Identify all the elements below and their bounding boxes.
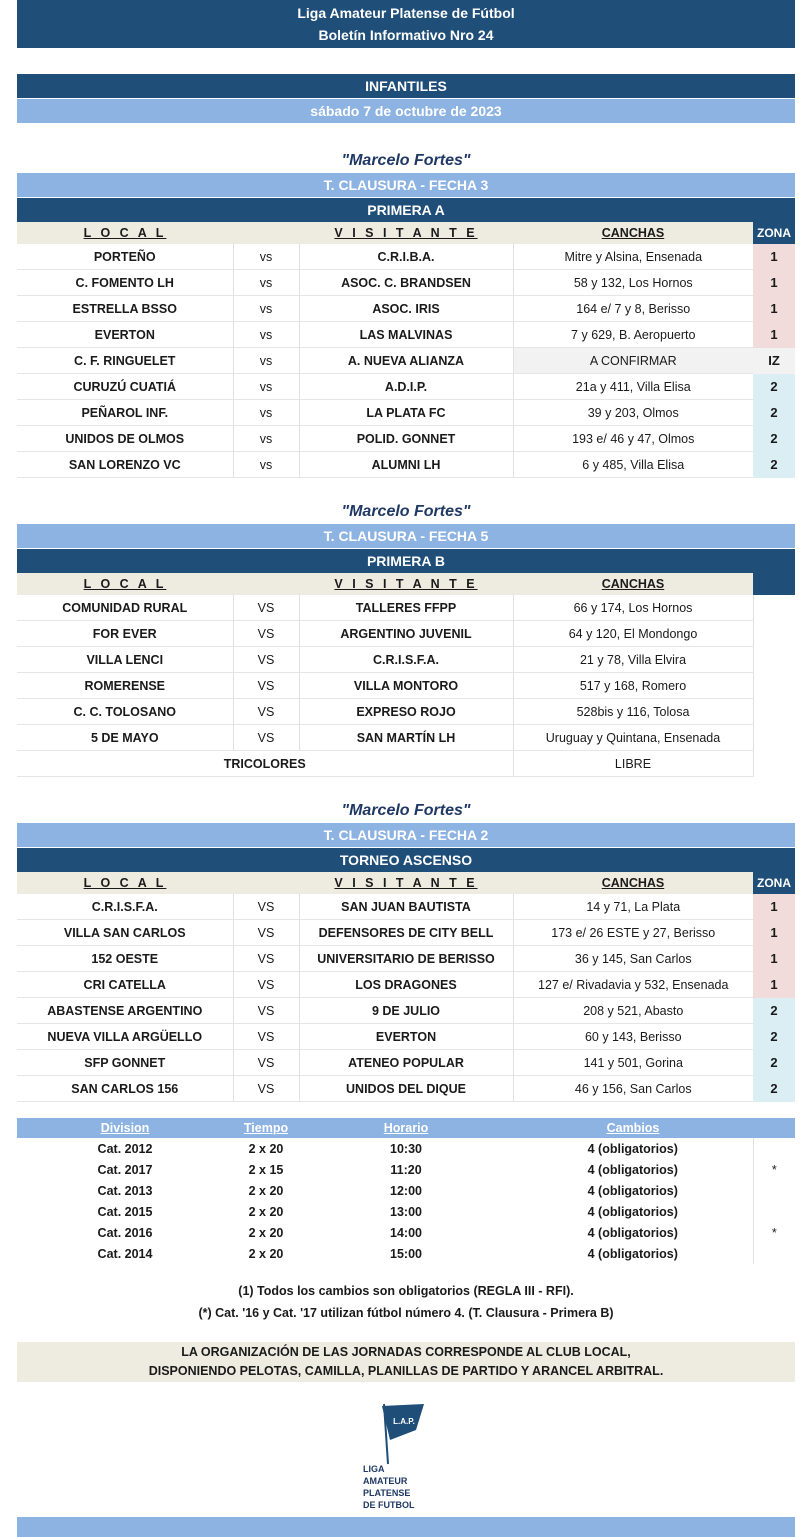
division-bar: TORNEO ASCENSO (17, 848, 795, 872)
vs-label: VS (233, 725, 299, 751)
table-row (17, 426, 795, 452)
vs-label: VS (233, 621, 299, 647)
field-address: 36 y 145, San Carlos (513, 946, 753, 972)
table-row (17, 270, 795, 296)
table-header (17, 872, 795, 894)
fixture-table-torneo-ascenso (17, 872, 795, 1102)
horario-cell: 11:20 (390, 1162, 422, 1177)
local-team: CURUZÚ CUATIÁ (17, 374, 233, 400)
table-row (17, 725, 795, 751)
col-visitante: V I S I T A N T E (299, 222, 513, 244)
schedule-row (17, 1222, 795, 1243)
table-row (17, 1050, 795, 1076)
vs-label: VS (233, 972, 299, 998)
zone-cell: 1 (753, 946, 795, 972)
schedule-row (17, 1159, 795, 1180)
zone-cell: 2 (753, 374, 795, 400)
logo-line: LIGA (363, 1464, 385, 1474)
vs-label: vs (233, 296, 299, 322)
honor-title: "Marcelo Fortes" (341, 503, 471, 520)
footnote-2: (*) Cat. '16 y Cat. '17 utilizan fútbol número 4. (T. Clausura - Primera B) (198, 1306, 614, 1320)
tiempo-cell: 2 x 20 (248, 1183, 284, 1198)
local-team: SAN CARLOS 156 (17, 1076, 233, 1102)
col-canchas: CANCHAS (513, 573, 753, 595)
division-bar: PRIMERA A (17, 198, 795, 222)
footnote-mark: * (753, 1159, 795, 1180)
local-team: SFP GONNET (17, 1050, 233, 1076)
local-team: C.R.I.S.F.A. (17, 894, 233, 920)
category-title: INFANTILES (17, 74, 795, 98)
col-zona: ZONA (753, 222, 795, 244)
vs-label: VS (233, 647, 299, 673)
footnote-mark: * (753, 1222, 795, 1243)
table-row (17, 296, 795, 322)
col-visitante: V I S I T A N T E (299, 573, 513, 595)
bye-row (17, 751, 795, 777)
field-address: 64 y 120, El Mondongo (513, 621, 753, 647)
organization-notice (17, 1342, 795, 1382)
visitor-team: ATENEO POPULAR (299, 1050, 513, 1076)
col-tiempo: Tiempo (233, 1118, 299, 1138)
col-canchas: CANCHAS (513, 872, 753, 894)
table-row (17, 374, 795, 400)
table-row (17, 894, 795, 920)
zone-cell: 2 (753, 1050, 795, 1076)
table-row (17, 972, 795, 998)
field-address: 7 y 629, B. Aeropuerto (513, 322, 753, 348)
vs-label: vs (233, 348, 299, 374)
schedule-row (17, 1180, 795, 1201)
organization-line-2: DISPONIENDO PELOTAS, CAMILLA, PLANILLAS DE PARTIDO Y ARANCEL ARBITRAL. (148, 1364, 664, 1378)
vs-label: VS (233, 595, 299, 621)
visitor-team: SAN JUAN BAUTISTA (299, 894, 513, 920)
vs-label: VS (233, 673, 299, 699)
table-row (17, 1076, 795, 1102)
field-address: Mitre y Alsina, Ensenada (513, 244, 753, 270)
table-header (17, 573, 795, 595)
local-team: ESTRELLA BSSO (17, 296, 233, 322)
cambios-cell: 4 (obligatorios) (587, 1204, 678, 1219)
visitor-team: ARGENTINO JUVENIL (299, 621, 513, 647)
vs-label: vs (233, 270, 299, 296)
field-address: 6 y 485, Villa Elisa (513, 452, 753, 478)
visitor-team: TALLERES FFPP (299, 595, 513, 621)
bulletin (17, 0, 795, 1382)
division-cell: Cat. 2017 (97, 1162, 153, 1177)
local-team: VILLA LENCI (17, 647, 233, 673)
field-address: 208 y 521, Abasto (513, 998, 753, 1024)
logo-line: PLATENSE (363, 1488, 411, 1498)
local-team: UNIDOS DE OLMOS (17, 426, 233, 452)
tiempo-cell: 2 x 20 (248, 1246, 284, 1261)
local-team: EVERTON (17, 322, 233, 348)
field-address: 46 y 156, San Carlos (513, 1076, 753, 1102)
fixture-table-primera-b (17, 573, 795, 777)
table-row (17, 673, 795, 699)
schedule-table (17, 1118, 795, 1264)
visitor-team: UNIVERSITARIO DE BERISSO (299, 946, 513, 972)
table-row (17, 647, 795, 673)
table-row (17, 998, 795, 1024)
organization-line-1: LA ORGANIZACIÓN DE LAS JORNADAS CORRESPONDE AL CLUB LOCAL, (181, 1345, 631, 1359)
vs-label: vs (233, 426, 299, 452)
footnote-mark (753, 1243, 795, 1264)
footnote-mark (753, 1201, 795, 1222)
tournament-bar: T. CLAUSURA - FECHA 3 (17, 173, 795, 197)
table-row (17, 1024, 795, 1050)
visitor-team: UNIDOS DEL DIQUE (299, 1076, 513, 1102)
vs-label: vs (233, 374, 299, 400)
vs-label: VS (233, 920, 299, 946)
division-bar: PRIMERA B (17, 549, 795, 573)
vs-label: vs (233, 244, 299, 270)
zone-cell: 1 (753, 270, 795, 296)
visitor-team: A.D.I.P. (299, 374, 513, 400)
table-header (17, 222, 795, 244)
schedule-header (17, 1118, 795, 1138)
zone-cell: IZ (753, 348, 795, 374)
tournament-bar: T. CLAUSURA - FECHA 2 (17, 823, 795, 847)
col-horario: Horario (299, 1118, 513, 1138)
vs-label: VS (233, 1024, 299, 1050)
field-address: 39 y 203, Olmos (513, 400, 753, 426)
vs-label: VS (233, 946, 299, 972)
vs-label: VS (233, 1050, 299, 1076)
horario-cell: 13:00 (390, 1204, 422, 1219)
tiempo-cell: 2 x 20 (248, 1204, 284, 1219)
zone-cell: 1 (753, 296, 795, 322)
local-team: ROMERENSE (17, 673, 233, 699)
footnote-1: (1) Todos los cambios son obligatorios (REGLA III - RFI). (238, 1284, 574, 1298)
col-canchas: CANCHAS (513, 222, 753, 244)
schedule-row (17, 1138, 795, 1159)
table-row (17, 452, 795, 478)
logo-line: DE FUTBOL (363, 1500, 415, 1510)
field-address: 193 e/ 46 y 47, Olmos (513, 426, 753, 452)
table-row (17, 946, 795, 972)
local-team: 152 OESTE (17, 946, 233, 972)
visitor-team: LOS DRAGONES (299, 972, 513, 998)
field-address: 66 y 174, Los Hornos (513, 595, 753, 621)
vs-label: VS (233, 1076, 299, 1102)
visitor-team: ALUMNI LH (299, 452, 513, 478)
table-row (17, 400, 795, 426)
field-address: 21a y 411, Villa Elisa (513, 374, 753, 400)
col-visitante: V I S I T A N T E (299, 872, 513, 894)
visitor-team: C.R.I.S.F.A. (299, 647, 513, 673)
bye-team: TRICOLORES (17, 751, 513, 777)
division-cell: Cat. 2013 (97, 1183, 153, 1198)
horario-cell: 12:00 (390, 1183, 422, 1198)
table-row (17, 595, 795, 621)
league-name: Liga Amateur Platense de Fútbol (297, 5, 515, 21)
vs-label: VS (233, 894, 299, 920)
zone-cell: 2 (753, 426, 795, 452)
division-cell: Cat. 2015 (97, 1204, 153, 1219)
field-address: 14 y 71, La Plata (513, 894, 753, 920)
table-row (17, 621, 795, 647)
vs-label: vs (233, 322, 299, 348)
col-local: L O C A L (17, 573, 233, 595)
footer-bar (17, 1517, 795, 1537)
division-cell: Cat. 2012 (97, 1141, 153, 1156)
horario-cell: 10:30 (390, 1141, 422, 1156)
vs-label: VS (233, 699, 299, 725)
cambios-cell: 4 (obligatorios) (587, 1162, 678, 1177)
local-team: NUEVA VILLA ARGÜELLO (17, 1024, 233, 1050)
cambios-cell: 4 (obligatorios) (587, 1183, 678, 1198)
visitor-team: DEFENSORES DE CITY BELL (299, 920, 513, 946)
field-address: 517 y 168, Romero (513, 673, 753, 699)
col-local: L O C A L (17, 222, 233, 244)
field-address: A CONFIRMAR (513, 348, 753, 374)
local-team: VILLA SAN CARLOS (17, 920, 233, 946)
table-row (17, 322, 795, 348)
schedule-row (17, 1201, 795, 1222)
table-row (17, 699, 795, 725)
zone-cell: 2 (753, 998, 795, 1024)
visitor-team: ASOC. IRIS (299, 296, 513, 322)
visitor-team: SAN MARTÍN LH (299, 725, 513, 751)
logo-line: AMATEUR (363, 1476, 408, 1486)
honor-title: "Marcelo Fortes" (341, 802, 471, 819)
field-address: 21 y 78, Villa Elvira (513, 647, 753, 673)
vs-label: vs (233, 400, 299, 426)
col-cambios: Cambios (513, 1118, 753, 1138)
table-row (17, 348, 795, 374)
logo-wordmark (363, 1463, 415, 1511)
local-team: SAN LORENZO VC (17, 452, 233, 478)
visitor-team: LAS MALVINAS (299, 322, 513, 348)
col-division: Division (17, 1118, 233, 1138)
zone-cell: 2 (753, 452, 795, 478)
visitor-team: LA PLATA FC (299, 400, 513, 426)
visitor-team: VILLA MONTORO (299, 673, 513, 699)
col-zona: ZONA (753, 872, 795, 894)
zone-cell: 2 (753, 1024, 795, 1050)
bye-label: LIBRE (513, 751, 753, 777)
horario-cell: 14:00 (390, 1225, 422, 1240)
field-address: 141 y 501, Gorina (513, 1050, 753, 1076)
schedule-row (17, 1243, 795, 1264)
cambios-cell: 4 (obligatorios) (587, 1246, 678, 1261)
cambios-cell: 4 (obligatorios) (587, 1141, 678, 1156)
field-address: 127 e/ Rivadavia y 532, Ensenada (513, 972, 753, 998)
vs-label: VS (233, 998, 299, 1024)
visitor-team: A. NUEVA ALIANZA (299, 348, 513, 374)
date-bar: sábado 7 de octubre de 2023 (17, 99, 795, 123)
field-address: 173 e/ 26 ESTE y 27, Berisso (513, 920, 753, 946)
zone-cell: 2 (753, 1076, 795, 1102)
visitor-team: EXPRESO ROJO (299, 699, 513, 725)
footnotes (17, 1280, 795, 1324)
zone-cell: 2 (753, 400, 795, 426)
zone-cell: 1 (753, 894, 795, 920)
vs-label: vs (233, 452, 299, 478)
visitor-team: C.R.I.B.A. (299, 244, 513, 270)
field-address: 58 y 132, Los Hornos (513, 270, 753, 296)
local-team: FOR EVER (17, 621, 233, 647)
local-team: C. FOMENTO LH (17, 270, 233, 296)
zone-cell: 1 (753, 322, 795, 348)
footnote-mark (753, 1138, 795, 1159)
field-address: 164 e/ 7 y 8, Berisso (513, 296, 753, 322)
visitor-team: POLID. GONNET (299, 426, 513, 452)
local-team: CRI CATELLA (17, 972, 233, 998)
local-team: PEÑAROL INF. (17, 400, 233, 426)
local-team: PORTEÑO (17, 244, 233, 270)
local-team: COMUNIDAD RURAL (17, 595, 233, 621)
local-team: ABASTENSE ARGENTINO (17, 998, 233, 1024)
zone-cell: 1 (753, 972, 795, 998)
field-address: 528bis y 116, Tolosa (513, 699, 753, 725)
table-row (17, 244, 795, 270)
table-row (17, 920, 795, 946)
visitor-team: ASOC. C. BRANDSEN (299, 270, 513, 296)
tiempo-cell: 2 x 15 (248, 1162, 284, 1177)
fixture-table-primera-a (17, 222, 795, 478)
tiempo-cell: 2 x 20 (248, 1225, 284, 1240)
visitor-team: EVERTON (299, 1024, 513, 1050)
local-team: C. F. RINGUELET (17, 348, 233, 374)
cambios-cell: 4 (obligatorios) (587, 1225, 678, 1240)
local-team: C. C. TOLOSANO (17, 699, 233, 725)
visitor-team: 9 DE JULIO (299, 998, 513, 1024)
zone-cell: 1 (753, 920, 795, 946)
zone-cell: 1 (753, 244, 795, 270)
local-team: 5 DE MAYO (17, 725, 233, 751)
bulletin-number: Boletín Informativo Nro 24 (318, 27, 494, 43)
field-address: 60 y 143, Berisso (513, 1024, 753, 1050)
division-cell: Cat. 2014 (97, 1246, 153, 1261)
footnote-mark (753, 1180, 795, 1201)
honor-title: "Marcelo Fortes" (341, 152, 471, 169)
col-local: L O C A L (17, 872, 233, 894)
field-address: Uruguay y Quintana, Ensenada (513, 725, 753, 751)
tiempo-cell: 2 x 20 (248, 1141, 284, 1156)
bulletin-header (17, 0, 795, 48)
division-cell: Cat. 2016 (97, 1225, 153, 1240)
horario-cell: 15:00 (390, 1246, 422, 1261)
logo-flag-text: L.A.P. (393, 1417, 415, 1426)
tournament-bar: T. CLAUSURA - FECHA 5 (17, 524, 795, 548)
